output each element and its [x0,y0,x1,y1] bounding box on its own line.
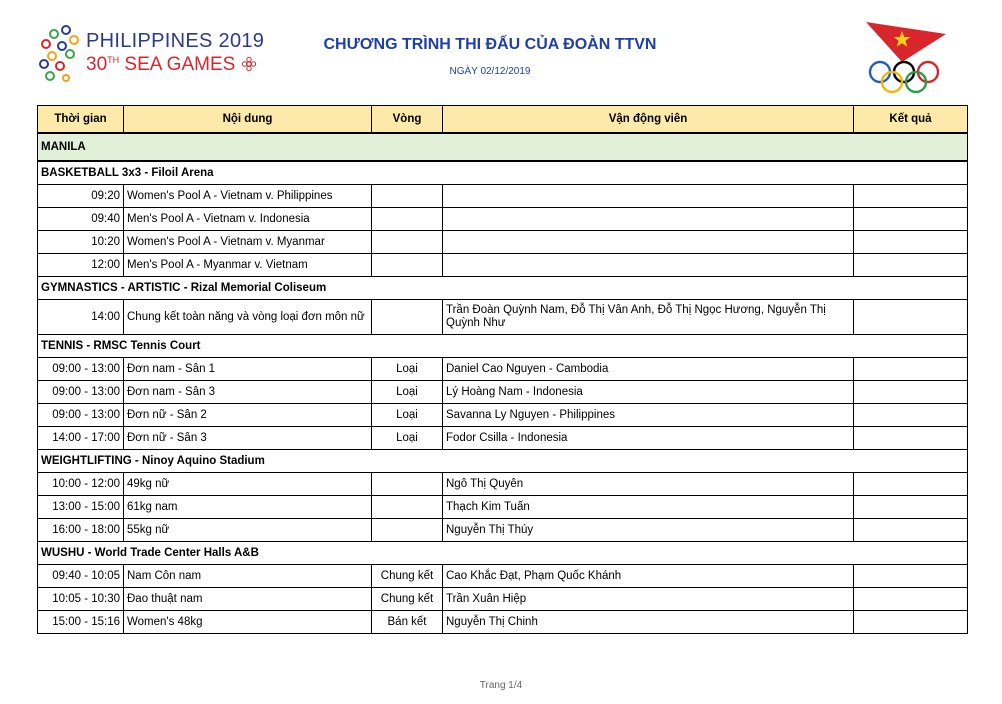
cell-athletes: Thạch Kim Tuấn [443,496,854,519]
cell-athletes: Daniel Cao Nguyen - Cambodia [443,358,854,381]
sport-header [38,277,968,300]
cell-event: Đơn nữ - Sân 2 [124,404,372,427]
cell-event: Đơn nam - Sân 3 [124,381,372,404]
cell-result [854,588,968,611]
sport-header [38,161,968,185]
cell-time: 09:00 - 13:00 [38,381,124,404]
cell-result [854,473,968,496]
sport-venue: - RMSC Tennis Court [83,339,201,352]
sport-header-row [38,450,968,473]
table-row [38,519,968,542]
cell-round: Chung kết [372,565,443,588]
region-row [38,133,968,161]
logo-line-1: PHILIPPINES 2019 [86,30,265,52]
cell-athletes: Cao Khắc Đạt, Phạm Quốc Khánh [443,565,854,588]
cell-athletes: Ngô Thị Quyên [443,473,854,496]
cell-result [854,358,968,381]
sport-name: WEIGHTLIFTING [41,454,132,467]
column-header-content: Nội dung [124,106,372,134]
cell-round [372,254,443,277]
cell-round [372,300,443,335]
table-header-row [38,106,968,134]
cell-time: 09:00 - 13:00 [38,404,124,427]
cell-athletes: Lý Hoàng Nam - Indonesia [443,381,854,404]
table-row [38,611,968,634]
sport-name: WUSHU [41,546,85,559]
cell-result [854,300,968,335]
cell-time: 09:40 [38,208,124,231]
cell-athletes: Trần Xuân Hiệp [443,588,854,611]
table-row [38,404,968,427]
column-header-round: Vòng [372,106,443,134]
table-row [38,185,968,208]
table-row [38,358,968,381]
table-row [38,231,968,254]
cell-round [372,519,443,542]
cell-round: Loại [372,404,443,427]
cell-athletes: Nguyễn Thị Thúy [443,519,854,542]
document-date: NGÀY 02/12/2019 [449,66,531,77]
cell-athletes [443,254,854,277]
sport-name: GYMNASTICS - ARTISTIC [41,281,181,294]
cell-time: 09:20 [38,185,124,208]
table-row [38,254,968,277]
cell-round [372,496,443,519]
cell-result [854,381,968,404]
cell-time: 12:00 [38,254,124,277]
column-header-result: Kết quả [854,106,968,134]
sport-header-row [38,161,968,185]
cell-result [854,185,968,208]
cell-athletes: Trần Đoàn Quỳnh Nam, Đỗ Thị Vân Anh, Đỗ Thị Ngọc Hương, Nguyễn Thị Quỳnh Như [443,300,854,335]
cell-time: 09:40 - 10:05 [38,565,124,588]
cell-event: Đơn nữ - Sân 3 [124,427,372,450]
sport-header [38,335,968,358]
cell-round: Loại [372,381,443,404]
sport-header [38,542,968,565]
cell-athletes [443,185,854,208]
cell-athletes [443,208,854,231]
logo-line-2: 30TH SEA GAMES [86,54,257,76]
cell-event: Women's Pool A - Vietnam v. Philippines [124,185,372,208]
sport-name: TENNIS [41,339,84,352]
cell-event: Women's Pool A - Vietnam v. Myanmar [124,231,372,254]
cell-result [854,565,968,588]
cell-event: 55kg nữ [124,519,372,542]
table-row [38,427,968,450]
page-number: Trang 1/4 [479,680,523,691]
sport-venue: - Rizal Memorial Coliseum [180,281,327,294]
cell-event: Đơn nam - Sân 1 [124,358,372,381]
column-header-time: Thời gian [38,106,124,134]
table-row [38,588,968,611]
cell-time: 10:00 - 12:00 [38,473,124,496]
table-row [38,381,968,404]
sport-venue: - World Trade Center Halls A&B [84,546,259,559]
cell-event: Men's Pool A - Vietnam v. Indonesia [124,208,372,231]
sport-header-row [38,277,968,300]
sport-header-row [38,335,968,358]
cell-event: Nam Côn nam [124,565,372,588]
cell-round: Loại [372,427,443,450]
cell-result [854,611,968,634]
cell-event: 61kg nam [124,496,372,519]
table-row [38,208,968,231]
cell-athletes [443,231,854,254]
cell-time: 14:00 - 17:00 [38,427,124,450]
cell-round: Chung kết [372,588,443,611]
schedule-table [37,105,968,634]
cell-event: 49kg nữ [124,473,372,496]
cell-event: Women's 48kg [124,611,372,634]
cell-time: 16:00 - 18:00 [38,519,124,542]
region-label: MANILA [38,133,968,161]
cell-athletes: Fodor Csilla - Indonesia [443,427,854,450]
cell-time: 14:00 [38,300,124,335]
sport-venue: - Filoil Arena [141,166,214,179]
cell-time: 13:00 - 15:00 [38,496,124,519]
cell-result [854,231,968,254]
cell-time: 15:00 - 15:16 [38,611,124,634]
document-title: CHƯƠNG TRÌNH THI ĐẤU CỦA ĐOÀN TTVN [323,36,657,53]
cell-round [372,473,443,496]
cell-time: 10:20 [38,231,124,254]
cell-event: Men's Pool A - Myanmar v. Vietnam [124,254,372,277]
table-row [38,473,968,496]
cell-time: 10:05 - 10:30 [38,588,124,611]
cell-round [372,185,443,208]
vietnam-olympic-logo-icon [862,18,950,94]
cell-athletes: Nguyễn Thị Chinh [443,611,854,634]
cell-result [854,254,968,277]
cell-athletes: Savanna Ly Nguyen - Philippines [443,404,854,427]
sport-name: BASKETBALL 3x3 [41,166,142,179]
cell-round: Bán kết [372,611,443,634]
cell-result [854,404,968,427]
cell-round: Loại [372,358,443,381]
sport-venue: - Ninoy Aquino Stadium [131,454,265,467]
cell-result [854,496,968,519]
cell-round [372,208,443,231]
table-row [38,565,968,588]
sport-header [38,450,968,473]
cell-result [854,519,968,542]
cell-event: Chung kết toàn năng và vòng loại đơn môn nữ [124,300,372,335]
schedule-body [38,133,968,634]
cell-result [854,427,968,450]
sport-header-row [38,542,968,565]
table-row [38,300,968,335]
cell-round [372,231,443,254]
cell-event: Đao thuật nam [124,588,372,611]
column-header-athletes: Vận động viên [443,106,854,134]
cell-time: 09:00 - 13:00 [38,358,124,381]
cell-result [854,208,968,231]
table-row [38,496,968,519]
